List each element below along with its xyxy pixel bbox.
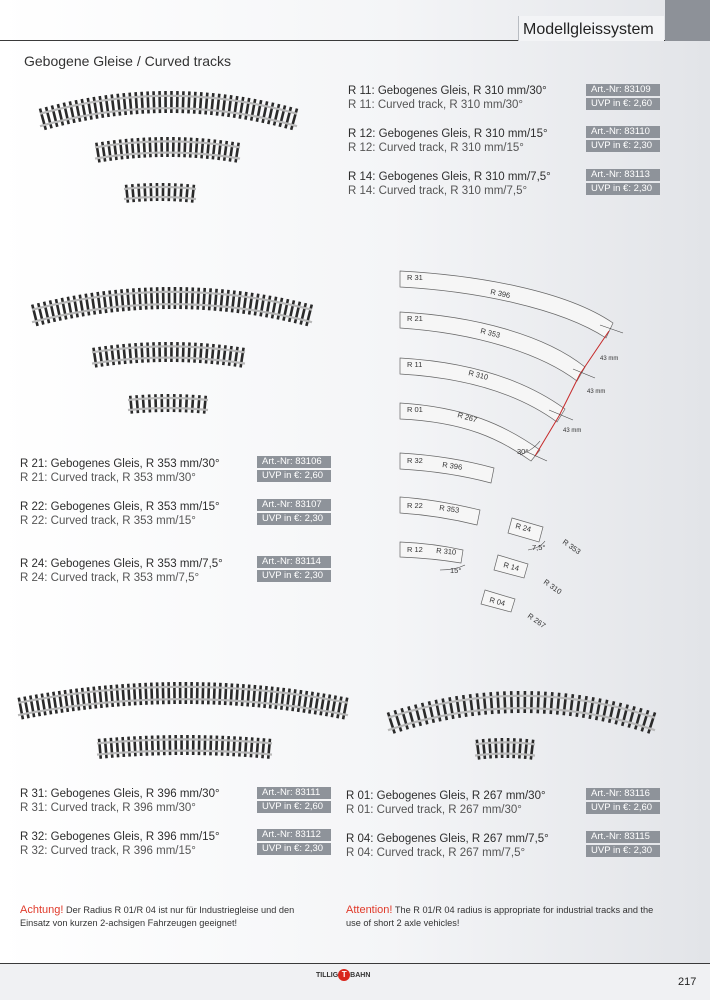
price-box-r04 xyxy=(586,831,660,859)
spec-de: R 01: Gebogenes Gleis, R 267 mm/30° xyxy=(346,790,546,802)
label-r310: R 310 xyxy=(435,546,457,557)
price-box-r21 xyxy=(257,456,331,484)
article-number: Art.-Nr: 83114 xyxy=(257,556,331,568)
spec-en: R 31: Curved track, R 396 mm/30° xyxy=(20,802,196,814)
page-number: 217 xyxy=(678,976,697,988)
spec-r32 xyxy=(20,830,220,858)
track-r31 xyxy=(18,682,349,720)
spec-de: R 21: Gebogenes Gleis, R 353 mm/30° xyxy=(20,458,220,470)
note-de xyxy=(20,904,320,930)
spec-de: R 32: Gebogenes Gleis, R 396 mm/15° xyxy=(20,831,220,843)
heading-en: Curved tracks xyxy=(144,53,231,69)
spec-en: R 32: Curved track, R 396 mm/15° xyxy=(20,845,196,857)
spec-de: R 31: Gebogenes Gleis, R 396 mm/30° xyxy=(20,788,220,800)
spec-r14 xyxy=(348,170,551,198)
article-number: Art.-Nr: 83107 xyxy=(257,499,331,511)
track-r21 xyxy=(31,287,313,326)
spec-en: R 01: Curved track, R 267 mm/30° xyxy=(346,804,522,816)
track-r01 xyxy=(387,691,657,734)
label-angle-75: 7,5° xyxy=(532,543,546,552)
label-r353: R 353 xyxy=(560,537,583,557)
label-r24: R 24 xyxy=(514,521,533,535)
article-number: Art.-Nr: 83115 xyxy=(586,831,660,843)
label-r21: R 21 xyxy=(407,314,423,323)
price: UVP in €: 2,30 xyxy=(257,513,331,525)
track-r14 xyxy=(124,183,196,203)
label-r01: R 01 xyxy=(407,405,423,414)
label-r22: R 22 xyxy=(407,501,423,510)
note-text: The R 01/R 04 radius is appropriate for industrial tracks and the use of short 2 axle vehicles! xyxy=(346,905,654,928)
label-r310: R 310 xyxy=(541,577,564,597)
price: UVP in €: 2,30 xyxy=(586,183,660,195)
track-r24 xyxy=(128,394,208,414)
spec-r01 xyxy=(346,789,546,817)
section-title: Modellgleissystem xyxy=(518,16,664,41)
spec-de: R 14: Gebogenes Gleis, R 310 mm/7,5° xyxy=(348,171,551,183)
label-r14: R 14 xyxy=(502,560,521,574)
price-box-r12 xyxy=(586,126,660,154)
gap-arrow-3 xyxy=(535,416,559,456)
article-number: Art.-Nr: 83111 xyxy=(257,787,331,799)
spec-r22 xyxy=(20,500,220,528)
logo-left: TILLIG xyxy=(316,971,339,979)
article-number: Art.-Nr: 83109 xyxy=(586,84,660,96)
spec-r21 xyxy=(20,457,220,485)
note-highlight: Attention! xyxy=(346,904,393,916)
article-number: Art.-Nr: 83116 xyxy=(586,788,660,800)
label-r267: R 267 xyxy=(456,410,479,425)
heading-separator: / xyxy=(132,53,145,69)
spec-en: R 24: Curved track, R 353 mm/7,5° xyxy=(20,572,200,584)
spec-de: R 12: Gebogenes Gleis, R 310 mm/15° xyxy=(348,128,548,140)
label-r353: R 353 xyxy=(479,326,502,340)
spec-en: R 11: Curved track, R 310 mm/30° xyxy=(348,99,524,111)
label-r12: R 12 xyxy=(407,545,423,554)
logo-mark-icon: T xyxy=(338,969,350,981)
spec-r04 xyxy=(346,832,549,860)
label-r310: R 310 xyxy=(467,368,490,382)
price: UVP in €: 2,60 xyxy=(586,802,660,814)
price: UVP in €: 2,30 xyxy=(586,845,660,857)
label-r396: R 396 xyxy=(489,287,512,301)
price-box-r22 xyxy=(257,499,331,527)
price: UVP in €: 2,30 xyxy=(586,140,660,152)
label-r11: R 11 xyxy=(407,360,423,369)
price-box-r32 xyxy=(257,829,331,857)
track-r04 xyxy=(475,738,535,760)
spec-en: R 12: Curved track, R 310 mm/15° xyxy=(348,142,524,154)
label-gap-1: 43 mm xyxy=(600,356,619,362)
label-r31: R 31 xyxy=(407,273,423,282)
spec-en: R 22: Curved track, R 353 mm/15° xyxy=(20,515,196,527)
price: UVP in €: 2,30 xyxy=(257,843,331,855)
label-r396: R 396 xyxy=(441,460,463,472)
spec-en: R 14: Curved track, R 310 mm/7,5° xyxy=(348,185,528,197)
article-number: Art.-Nr: 83106 xyxy=(257,456,331,468)
spec-r11 xyxy=(348,84,547,112)
gap-arrow-2 xyxy=(559,374,580,416)
price-box-r11 xyxy=(586,84,660,112)
track-r22 xyxy=(92,342,245,368)
spec-en: R 04: Curved track, R 267 mm/7,5° xyxy=(346,847,526,859)
label-r04: R 04 xyxy=(488,595,507,609)
price-box-r14 xyxy=(586,169,660,197)
price-box-r01 xyxy=(586,788,660,816)
track-r12 xyxy=(95,137,240,163)
spec-en: R 21: Curved track, R 353 mm/30° xyxy=(20,472,196,484)
label-r267: R 267 xyxy=(525,611,548,631)
spec-de: R 11: Gebogenes Gleis, R 310 mm/30° xyxy=(348,85,547,97)
label-r353: R 353 xyxy=(438,503,460,515)
radius-diagram xyxy=(395,265,695,631)
spec-de: R 22: Gebogenes Gleis, R 353 mm/15° xyxy=(20,501,220,513)
track-r11 xyxy=(39,91,298,130)
price: UVP in €: 2,60 xyxy=(586,98,660,110)
article-number: Art.-Nr: 83110 xyxy=(586,126,660,138)
price-box-r31 xyxy=(257,787,331,815)
logo-right: BAHN xyxy=(350,971,371,979)
label-angle-30: 30° xyxy=(517,447,529,456)
gap-arrow-1 xyxy=(580,331,609,374)
spec-r12 xyxy=(348,127,548,155)
label-r32: R 32 xyxy=(407,456,423,465)
article-number: Art.-Nr: 83112 xyxy=(257,829,331,841)
note-highlight: Achtung! xyxy=(20,904,64,916)
note-en xyxy=(346,904,656,930)
price-box-r24 xyxy=(257,556,331,584)
brand-logo xyxy=(316,969,370,981)
price: UVP in €: 2,60 xyxy=(257,801,331,813)
heading-de: Gebogene Gleise xyxy=(24,53,133,69)
label-gap-2: 43 mm xyxy=(587,389,606,395)
spec-r24 xyxy=(20,557,223,585)
label-angle-15: 15° xyxy=(450,566,462,575)
spec-de: R 24: Gebogenes Gleis, R 353 mm/7,5° xyxy=(20,558,223,570)
spec-r31 xyxy=(20,787,220,815)
price: UVP in €: 2,60 xyxy=(257,470,331,482)
track-r32 xyxy=(97,735,272,759)
label-gap-3: 43 mm xyxy=(563,428,582,434)
article-number: Art.-Nr: 83113 xyxy=(586,169,660,181)
price: UVP in €: 2,30 xyxy=(257,570,331,582)
note-text: Der Radius R 01/R 04 ist nur für Industriegleise und den Einsatz von kurzen 2-achsigen Fahrzeugen geeignet! xyxy=(20,905,295,928)
spec-de: R 04: Gebogenes Gleis, R 267 mm/7,5° xyxy=(346,833,549,845)
